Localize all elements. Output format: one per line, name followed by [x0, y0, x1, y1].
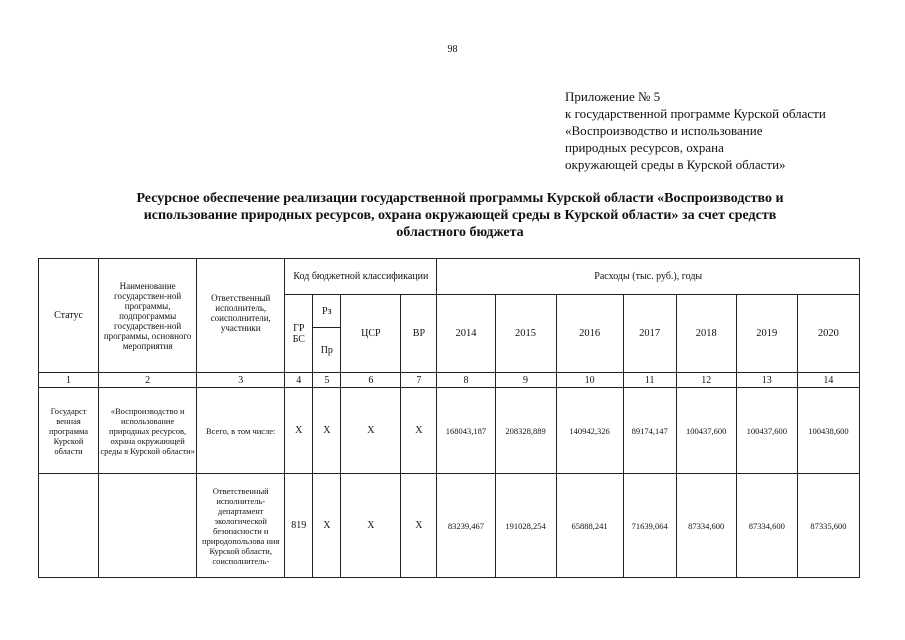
- column-number: 14: [797, 373, 859, 388]
- appendix-line: природных ресурсов, охрана: [565, 140, 724, 155]
- row-value: 87334,600: [736, 474, 797, 578]
- column-number: 8: [437, 373, 495, 388]
- header-year: 2018: [676, 295, 736, 373]
- row-vr: X: [401, 474, 437, 578]
- header-executor: Ответственный исполнитель, соисполнители, участники: [197, 259, 285, 373]
- column-number: 12: [676, 373, 736, 388]
- header-status: Статус: [39, 259, 99, 373]
- column-number: 10: [556, 373, 623, 388]
- row-value: 71639,064: [623, 474, 676, 578]
- row-vr: X: [401, 388, 437, 474]
- column-number: 5: [313, 373, 341, 388]
- column-number: 7: [401, 373, 437, 388]
- header-vr: ВР: [401, 295, 437, 373]
- header-grbs: ГР БС: [285, 295, 313, 373]
- row-value: 191028,254: [495, 474, 556, 578]
- column-number: 2: [99, 373, 197, 388]
- resource-table: [38, 258, 860, 578]
- table-row: [39, 474, 860, 578]
- row-value: 87334,600: [676, 474, 736, 578]
- header-row: [39, 259, 860, 295]
- header-expenses: Расходы (тыс. руб.), годы: [437, 259, 860, 295]
- row-csr: X: [341, 474, 401, 578]
- header-year: 2019: [736, 295, 797, 373]
- header-year: 2015: [495, 295, 556, 373]
- column-number: 1: [39, 373, 99, 388]
- table-row: [39, 388, 860, 474]
- column-number: 3: [197, 373, 285, 388]
- header-rz: Рз: [313, 295, 341, 328]
- column-number: 13: [736, 373, 797, 388]
- header-year: 2017: [623, 295, 676, 373]
- header-year: 2016: [556, 295, 623, 373]
- column-number: 6: [341, 373, 401, 388]
- row-rz-pr: X: [313, 474, 341, 578]
- header-csr: ЦСР: [341, 295, 401, 373]
- row-program-name: «Воспроизводство и использование природных ресурсов, охрана окружающей среды в Курской области»: [99, 388, 197, 474]
- row-program-name: [99, 474, 197, 578]
- row-grbs: 819: [285, 474, 313, 578]
- header-year: 2020: [797, 295, 859, 373]
- appendix-note: [565, 88, 826, 173]
- row-grbs: X: [285, 388, 313, 474]
- appendix-line: Приложение № 5: [565, 89, 661, 104]
- row-value: 140942,326: [556, 388, 623, 474]
- row-value: 100438,600: [797, 388, 859, 474]
- row-value: 100437,600: [736, 388, 797, 474]
- row-executor: Ответственный исполнитель-департамент экологической безопасности и природопользова ния Курской области, соисполнитель-: [197, 474, 285, 578]
- row-rz-pr: X: [313, 388, 341, 474]
- row-value: 208328,889: [495, 388, 556, 474]
- header-program-name: Наименование государствен-ной программы, подпрограммы государствен-ной программы, основного мероприятия: [99, 259, 197, 373]
- header-year: 2014: [437, 295, 495, 373]
- title-line: областного бюджета: [396, 225, 524, 240]
- title-line: использование природных ресурсов, охрана окружающей среды в Курской области» за счет средств: [143, 208, 777, 223]
- title-line: Ресурсное обеспечение реализации государственной программы Курской области «Воспроизводство и: [136, 191, 784, 206]
- column-number: 11: [623, 373, 676, 388]
- page-number: 98: [447, 44, 458, 55]
- row-value: 83239,467: [437, 474, 495, 578]
- appendix-line: окружающей среды в Курской области»: [565, 157, 786, 172]
- column-number: 4: [285, 373, 313, 388]
- appendix-line: к государственной программе Курской области: [565, 106, 826, 121]
- column-number: 9: [495, 373, 556, 388]
- document-title: [90, 190, 830, 241]
- row-status: Государст венная программа Курской области: [39, 388, 99, 474]
- row-executor: Всего, в том числе:: [197, 388, 285, 474]
- row-value: 168043,187: [437, 388, 495, 474]
- header-budget-code: Код бюджетной классификации: [285, 259, 437, 295]
- row-value: 87335,600: [797, 474, 859, 578]
- row-status: [39, 474, 99, 578]
- header-pr: Пр: [313, 328, 341, 373]
- row-csr: X: [341, 388, 401, 474]
- row-value: 65888,241: [556, 474, 623, 578]
- appendix-line: «Воспроизводство и использование: [565, 123, 763, 138]
- column-number-row: [39, 373, 860, 388]
- row-value: 100437,600: [676, 388, 736, 474]
- row-value: 89174,147: [623, 388, 676, 474]
